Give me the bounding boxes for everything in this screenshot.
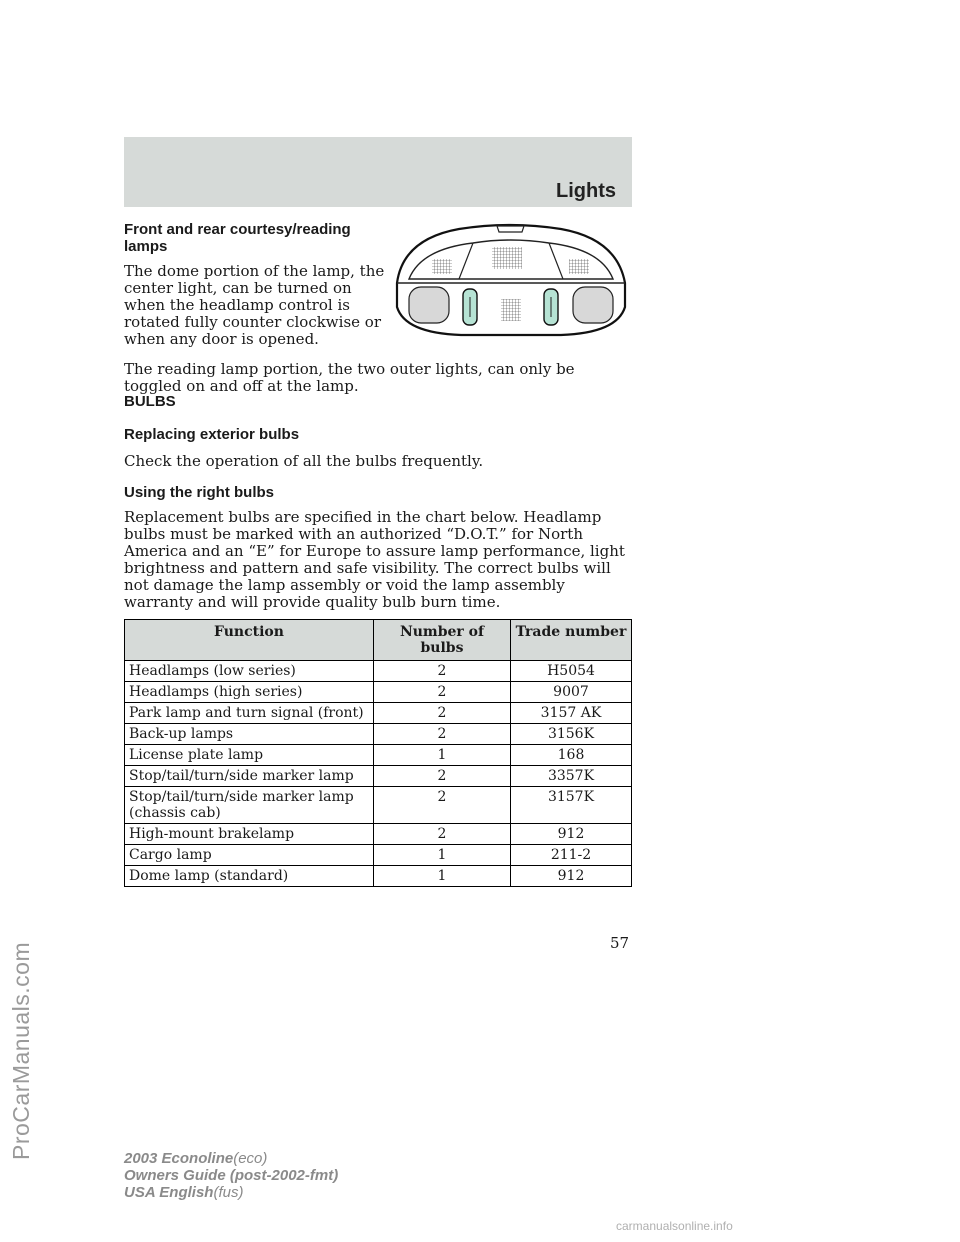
table-row <box>125 724 632 745</box>
cell-trade: 9007 <box>511 682 632 703</box>
footer-guide-type: Owners Guide (post-2002-fmt) <box>124 1167 339 1184</box>
table-row <box>125 845 632 866</box>
page-number: 57 <box>610 934 630 952</box>
column-header-function: Function <box>125 620 374 661</box>
cell-function: Stop/tail/turn/side marker lamp <box>125 766 374 787</box>
footer-language: USA English <box>124 1184 214 1201</box>
cell-trade: 168 <box>511 745 632 766</box>
cell-number: 2 <box>374 824 511 845</box>
footer-model: 2003 Econoline <box>124 1150 234 1167</box>
courtesy-lamp-heading: Front and rear courtesy/reading lamps <box>124 221 351 255</box>
reading-lamp-paragraph: The reading lamp portion, the two outer lights, can only be toggled on and off at the lamp. <box>124 360 575 395</box>
side-watermark: ProCarManuals.com <box>8 941 34 1160</box>
table-row <box>125 824 632 845</box>
cell-function: Dome lamp (standard) <box>125 866 374 887</box>
right-bulbs-heading: Using the right bulbs <box>124 484 274 501</box>
table-row <box>125 745 632 766</box>
cell-number: 2 <box>374 787 511 824</box>
table-row <box>125 787 632 824</box>
column-header-trade: Trade number <box>511 620 632 661</box>
table-row <box>125 703 632 724</box>
bulbs-heading: BULBS <box>124 393 176 410</box>
cell-trade: H5054 <box>511 661 632 682</box>
footer-language-code: (fus) <box>213 1184 244 1201</box>
cell-number: 2 <box>374 724 511 745</box>
courtesy-lamp-paragraph: The dome portion of the lamp, the center light, can be turned on when the headlamp control is rotated fully counter clockwise or when any door is opened. <box>124 262 385 348</box>
table-row <box>125 682 632 703</box>
document-footer <box>124 1150 338 1201</box>
section-header-bar <box>124 137 632 207</box>
cell-trade: 3157 AK <box>511 703 632 724</box>
section-title: Lights <box>556 180 616 202</box>
cell-function: Park lamp and turn signal (front) <box>125 703 374 724</box>
table-row <box>125 661 632 682</box>
footer-model-code: (eco) <box>233 1150 268 1167</box>
cell-function: Headlamps (high series) <box>125 682 374 703</box>
cell-trade: 211-2 <box>511 845 632 866</box>
cell-function: Back-up lamps <box>125 724 374 745</box>
cell-trade: 3156K <box>511 724 632 745</box>
cell-function: Headlamps (low series) <box>125 661 374 682</box>
cell-number: 2 <box>374 766 511 787</box>
cell-trade: 912 <box>511 866 632 887</box>
replacing-bulbs-heading: Replacing exterior bulbs <box>124 426 300 443</box>
replacing-bulbs-text: Check the operation of all the bulbs frequently. <box>124 452 484 470</box>
cell-function: Cargo lamp <box>125 845 374 866</box>
cell-number: 1 <box>374 845 511 866</box>
cell-trade: 912 <box>511 824 632 845</box>
cell-number: 1 <box>374 866 511 887</box>
courtesy-lamp-section <box>124 221 632 395</box>
right-bulbs-text: Replacement bulbs are specified in the chart below. Headlamp bulbs must be marked with an authorized “D.O.T.” for North America and an “E” for Europe to assure lamp performance, light brightness and pattern and safe visibility. The correct bulbs will not damage the lamp assembly or void the lamp assembly warranty and will provide quality bulb burn time. <box>124 508 625 611</box>
bulb-specification-table <box>124 619 632 887</box>
page-content <box>124 221 632 887</box>
cell-function: Stop/tail/turn/side marker lamp (chassis cab) <box>125 787 374 824</box>
table-row <box>125 766 632 787</box>
cell-function: High-mount brakelamp <box>125 824 374 845</box>
table-header-row <box>125 620 632 661</box>
overhead-lamp-illustration <box>389 221 632 337</box>
cell-number: 1 <box>374 745 511 766</box>
cell-number: 2 <box>374 661 511 682</box>
table-row <box>125 866 632 887</box>
column-header-number: Number of bulbs <box>374 620 511 661</box>
cell-function: License plate lamp <box>125 745 374 766</box>
bottom-watermark: carmanualsonline.info <box>616 1219 733 1233</box>
cell-trade: 3157K <box>511 787 632 824</box>
cell-number: 2 <box>374 682 511 703</box>
cell-number: 2 <box>374 703 511 724</box>
cell-trade: 3357K <box>511 766 632 787</box>
